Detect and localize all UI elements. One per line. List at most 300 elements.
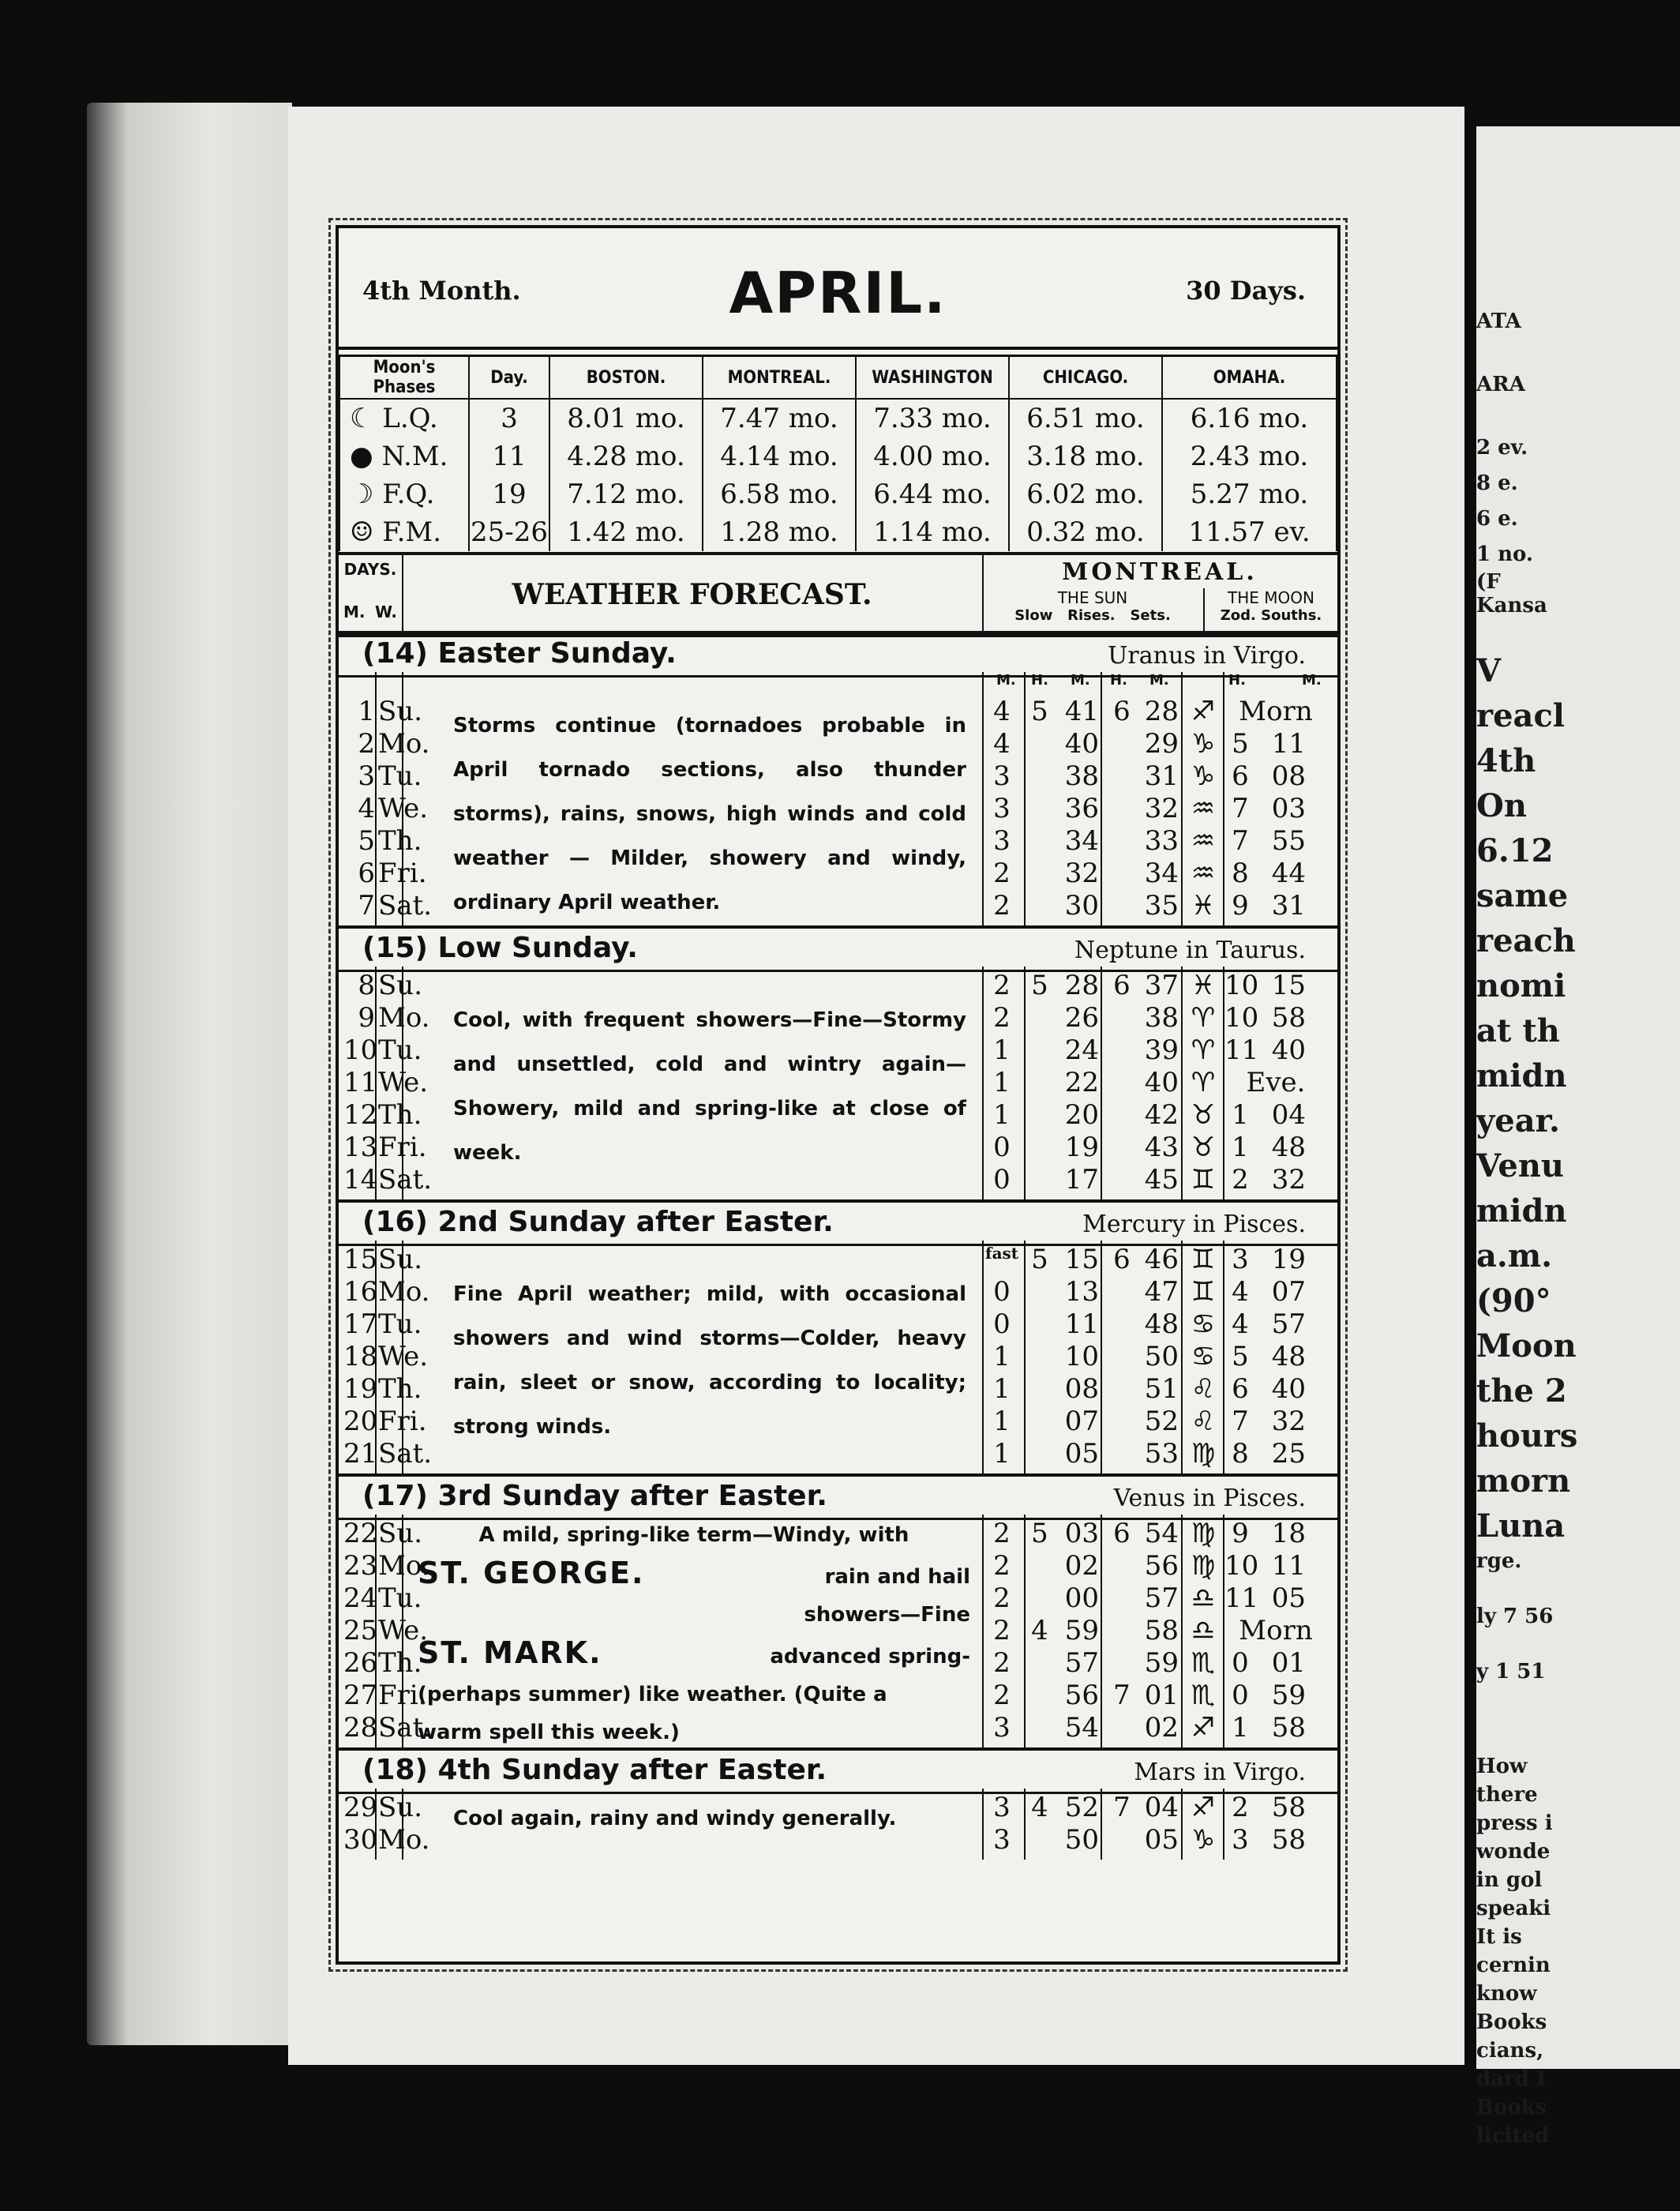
zodiac-sign: ♍	[1191, 1438, 1216, 1470]
month-days: 30 Days.	[1186, 276, 1306, 306]
sunrise-minute: 22	[1064, 1067, 1099, 1098]
phase-row	[339, 513, 1337, 551]
sunrise-hour: 5	[1031, 696, 1048, 727]
sunrise-minute: 07	[1064, 1406, 1099, 1437]
moon-phase-icon: ☾	[350, 403, 374, 434]
sunset-minute: 02	[1144, 1712, 1179, 1744]
sun-slow: 2	[993, 1680, 1011, 1711]
sun-slow: 1	[993, 1099, 1011, 1131]
moon-souths-hour: 7	[1232, 793, 1249, 824]
month-day: 16	[343, 1276, 378, 1308]
moon-souths-minute: 58	[1271, 1712, 1306, 1744]
right-page-text: How	[1476, 1755, 1528, 1778]
sunrise-minute: 40	[1064, 728, 1099, 760]
sunrise-minute: 02	[1064, 1550, 1099, 1582]
sunrise-minute: 15	[1064, 1244, 1099, 1275]
phase-name	[339, 437, 469, 475]
month-day: 20	[343, 1406, 378, 1437]
sunset-minute: 52	[1144, 1406, 1179, 1437]
sunset-hour: 6	[1113, 696, 1131, 727]
zodiac-sign: ♋	[1191, 1341, 1216, 1372]
moon-souths-hour: 3	[1232, 1244, 1249, 1275]
phase-time: 2.43 mo.	[1162, 437, 1337, 475]
unit-label: M.	[1071, 672, 1090, 689]
moon-souths-hour: 5	[1232, 1341, 1249, 1372]
moon-souths-minute: 55	[1271, 825, 1306, 857]
week-day: Mo.	[378, 1550, 430, 1582]
sunrise-minute: 17	[1064, 1164, 1099, 1196]
zodiac-sign: ♒	[1191, 793, 1216, 824]
zodiac-sign: ♉	[1191, 1099, 1216, 1131]
moon-souths: Morn	[1239, 696, 1313, 727]
sun-slow: 0	[993, 1132, 1011, 1163]
week-day: Mo.	[378, 1276, 430, 1308]
moon-souths-minute: 15	[1271, 970, 1306, 1001]
zodiac-sign: ♓	[1191, 970, 1216, 1001]
week-day: We.	[378, 1341, 429, 1372]
month-title: APRIL.	[729, 260, 947, 326]
moon-souths-minute: 18	[1271, 1518, 1306, 1549]
right-page-text: know	[1476, 1982, 1537, 2006]
zodiac-sign: ♊	[1191, 1276, 1216, 1308]
moon-souths-hour: 0	[1232, 1680, 1249, 1711]
sunset-minute: 51	[1144, 1373, 1179, 1405]
moon-souths-hour: 7	[1232, 1406, 1249, 1437]
right-page-text: (90°	[1476, 1282, 1551, 1319]
phase-time: 11.57 ev.	[1162, 513, 1337, 551]
moon-souths-minute: 11	[1271, 728, 1306, 760]
sunset-minute: 40	[1144, 1067, 1179, 1098]
sun-slow: 2	[993, 890, 1011, 922]
right-page-text: midn	[1476, 1192, 1567, 1229]
moon-souths-hour: 2	[1232, 1792, 1249, 1823]
zodiac-sign: ♐	[1191, 696, 1216, 727]
right-page-text: 6 e.	[1476, 507, 1518, 531]
zodiac-sign: ♈	[1191, 1067, 1216, 1098]
sunrise-minute: 38	[1064, 760, 1099, 792]
month-day: 3	[358, 760, 375, 792]
week-day: Fri.	[378, 1132, 427, 1163]
sun-slow: fast	[984, 1244, 1019, 1263]
sunset-minute: 59	[1144, 1647, 1179, 1679]
planet-note: Neptune in Taurus.	[1074, 937, 1306, 964]
moon-souths: Morn	[1239, 1615, 1313, 1646]
sun-slow: 2	[993, 1550, 1011, 1582]
moon-souths-minute: 31	[1271, 890, 1306, 922]
sun-slow: 2	[993, 1647, 1011, 1679]
planet-note: Mars in Virgo.	[1134, 1759, 1306, 1786]
montreal-column-header	[982, 555, 1337, 634]
saint-day: ST. MARK.	[418, 1635, 602, 1670]
sunrise-minute: 19	[1064, 1132, 1099, 1163]
almanac-frame	[336, 225, 1341, 1965]
right-page-text: ATA	[1476, 310, 1521, 333]
moon-label: THE MOON	[1228, 588, 1314, 607]
sun-slow: 1	[993, 1438, 1011, 1470]
week-header	[339, 1747, 1337, 1794]
phase-time: 0.32 mo.	[1009, 513, 1162, 551]
book-page-edges	[87, 103, 292, 2045]
month-day: 22	[343, 1518, 378, 1549]
right-page-text: rge.	[1476, 1549, 1522, 1573]
zodiac-sign: ♑	[1191, 728, 1216, 760]
moon-souths-hour: 2	[1232, 1164, 1249, 1196]
week-block	[339, 1515, 1337, 1747]
phase-row	[339, 437, 1337, 475]
right-page-text: same	[1476, 877, 1569, 914]
right-page-text: 4th	[1476, 742, 1536, 779]
right-page-text: dard I	[1476, 2067, 1547, 2091]
week-day: Sat.	[378, 890, 433, 922]
zodiac-sign: ♑	[1191, 1824, 1216, 1856]
phase-time: 4.14 mo.	[703, 437, 856, 475]
month-day-label: M.	[343, 602, 366, 621]
week-block	[339, 1241, 1337, 1473]
moon-souths-hour: 4	[1232, 1276, 1249, 1308]
zodiac-sign: ♌	[1191, 1406, 1216, 1437]
forecast-text: Fine April weather; mild, with occasional showers and wind storms—Colder, heavy rain, sleet or snow, according to locality; strong winds.	[453, 1282, 966, 1439]
week-day: Mo.	[378, 1002, 430, 1034]
week-block	[339, 967, 1337, 1199]
right-page	[1476, 126, 1680, 2148]
phase-time: 4.28 mo.	[549, 437, 703, 475]
moon-souths-minute: 03	[1271, 793, 1306, 824]
sunset-minute: 31	[1144, 760, 1179, 792]
right-page-text: Moon	[1476, 1327, 1577, 1365]
sunrise-minute: 11	[1064, 1308, 1099, 1340]
sunrise-minute: 20	[1064, 1099, 1099, 1131]
moon-souths-hour: 8	[1232, 1438, 1249, 1470]
days-label: DAYS.	[343, 560, 397, 579]
sunset-minute: 33	[1144, 825, 1179, 857]
month-day: 30	[343, 1824, 378, 1856]
phase-label: F.M.	[382, 516, 442, 548]
moon-souths-hour: 1	[1232, 1099, 1249, 1131]
phase-label: F.Q.	[382, 479, 435, 510]
moon-souths-minute: 58	[1271, 1824, 1306, 1856]
moon-phase-icon: ●	[350, 441, 373, 472]
zodiac-sign: ♊	[1191, 1164, 1216, 1196]
sunset-minute: 56	[1144, 1550, 1179, 1582]
week-day: Tu.	[378, 1034, 422, 1066]
right-page-text: speaki	[1476, 1897, 1551, 1920]
planet-note: Uranus in Virgo.	[1108, 642, 1306, 670]
month-day: 26	[343, 1647, 378, 1679]
week-day: Fri.	[378, 1406, 427, 1437]
zodiac-sign: ♐	[1191, 1792, 1216, 1823]
right-page-text: there	[1476, 1783, 1538, 1807]
phase-label: L.Q.	[382, 403, 438, 434]
week-day: Th.	[378, 1373, 422, 1405]
right-page-text: (F	[1476, 570, 1501, 594]
moon-souths-minute: 11	[1271, 1550, 1306, 1582]
sunrise-minute: 30	[1064, 890, 1099, 922]
sun-slow: 4	[993, 696, 1011, 727]
zodiac-sign: ♒	[1191, 825, 1216, 857]
month-day: 8	[358, 970, 375, 1001]
moon-souths-minute: 58	[1271, 1002, 1306, 1034]
phase-time: 5.27 mo.	[1162, 475, 1337, 513]
sunset-minute: 57	[1144, 1582, 1179, 1614]
moon-souths-hour: 1	[1232, 1712, 1249, 1744]
sunset-minute: 58	[1144, 1615, 1179, 1646]
right-page-text: ARA	[1476, 373, 1525, 396]
sun-slow: 1	[993, 1034, 1011, 1066]
zodiac-sign: ♏	[1191, 1680, 1216, 1711]
week-day: Mo.	[378, 728, 430, 760]
right-page-text: reacl	[1476, 697, 1565, 734]
moon-souths: Eve.	[1246, 1067, 1306, 1098]
moon-souths-hour: 4	[1232, 1308, 1249, 1340]
phase-time: 6.44 mo.	[856, 475, 1009, 513]
month-day: 23	[343, 1550, 378, 1582]
month-day: 24	[343, 1582, 378, 1614]
zodiac-sign: ♉	[1191, 1132, 1216, 1163]
month-day: 7	[358, 890, 375, 922]
right-page-text: cians,	[1476, 2039, 1544, 2063]
sunrise-minute: 05	[1064, 1438, 1099, 1470]
phase-time: 6.02 mo.	[1009, 475, 1162, 513]
right-page-text: Books	[1476, 2096, 1547, 2119]
rises-label: Rises.	[1067, 607, 1116, 624]
month-day: 5	[358, 825, 375, 857]
week-day: We.	[378, 1067, 429, 1098]
phase-time: 6.16 mo.	[1162, 399, 1337, 437]
month-header	[339, 228, 1337, 350]
right-page-text: morn	[1476, 1462, 1571, 1500]
sunset-hour: 7	[1113, 1680, 1131, 1711]
chicago-header: CHICAGO.	[1009, 356, 1162, 400]
week-day: Fri.	[378, 858, 427, 889]
forecast-text: Cool again, rainy and windy generally.	[453, 1807, 897, 1830]
week-day: Sat.	[378, 1438, 433, 1470]
moon-souths-minute: 32	[1271, 1164, 1306, 1196]
moon-phases-table	[339, 355, 1337, 551]
phase-day: 19	[469, 475, 549, 513]
day-row	[339, 1244, 1337, 1276]
week-day: Tu.	[378, 1308, 422, 1340]
moon-souths-minute: 04	[1271, 1099, 1306, 1131]
month-day: 2	[358, 728, 375, 760]
right-page-text: 1 no.	[1476, 542, 1533, 566]
month-day: 21	[343, 1438, 378, 1470]
forecast-line: A mild, spring-like term—Windy, with	[478, 1523, 909, 1547]
sunset-minute: 28	[1144, 696, 1179, 727]
boston-header: BOSTON.	[549, 356, 703, 400]
month-day: 28	[343, 1712, 378, 1744]
omaha-header: OMAHA.	[1162, 356, 1337, 400]
right-page-text: midn	[1476, 1057, 1567, 1094]
right-page-text: wonde	[1476, 1840, 1551, 1864]
phase-day: 25-26	[469, 513, 549, 551]
moon-souths-minute: 58	[1271, 1792, 1306, 1823]
sunrise-minute: 50	[1064, 1824, 1099, 1856]
month-number: 4th Month.	[362, 276, 521, 306]
week-day: Th.	[378, 1099, 422, 1131]
week-block	[339, 1789, 1337, 1860]
month-day: 9	[358, 1002, 375, 1034]
sun-slow: 3	[993, 793, 1011, 824]
sun-slow: 1	[993, 1406, 1011, 1437]
week-day: Su.	[378, 696, 422, 727]
phase-time: 6.58 mo.	[703, 475, 856, 513]
sunrise-hour: 5	[1031, 1244, 1048, 1275]
phase-time: 7.33 mo.	[856, 399, 1009, 437]
right-page-text: Books	[1476, 2010, 1547, 2034]
column-headers	[339, 552, 1337, 637]
sunset-minute: 37	[1144, 970, 1179, 1001]
sunset-minute: 47	[1144, 1276, 1179, 1308]
sun-slow: 2	[993, 970, 1011, 1001]
right-page-text: 8 e.	[1476, 471, 1518, 495]
sunrise-hour: 5	[1031, 970, 1048, 1001]
moon-souths-minute: 40	[1271, 1034, 1306, 1066]
sunrise-minute: 10	[1064, 1341, 1099, 1372]
week-day: Fri.	[378, 1680, 427, 1711]
planet-note: Venus in Pisces.	[1113, 1485, 1306, 1512]
week-day: We.	[378, 1615, 429, 1646]
month-day: 18	[343, 1341, 378, 1372]
phase-time: 7.47 mo.	[703, 399, 856, 437]
zodiac-sign: ♑	[1191, 760, 1216, 792]
month-day: 19	[343, 1373, 378, 1405]
right-page-text: the 2	[1476, 1372, 1567, 1410]
sunrise-minute: 13	[1064, 1276, 1099, 1308]
sunset-minute: 29	[1144, 728, 1179, 760]
unit-label: H.	[1228, 672, 1246, 689]
zodiac-sign: ♎	[1191, 1582, 1216, 1614]
sunset-minute: 35	[1144, 890, 1179, 922]
unit-label: M.	[1302, 672, 1322, 689]
sunrise-minute: 26	[1064, 1002, 1099, 1034]
sunset-hour: 7	[1113, 1792, 1131, 1823]
week-day: Sat.	[378, 1164, 433, 1196]
moon-souths-hour: 3	[1232, 1824, 1249, 1856]
sun-slow: 3	[993, 825, 1011, 857]
moon-souths-minute: 40	[1271, 1373, 1306, 1405]
week-day: Th.	[378, 825, 422, 857]
week-day: Su.	[378, 1518, 422, 1549]
sets-label: Sets.	[1130, 607, 1171, 624]
montreal-label: MONTREAL.	[1062, 558, 1258, 586]
month-day: 25	[343, 1615, 378, 1646]
moon-souths-hour: 10	[1224, 970, 1259, 1001]
phase-row	[339, 399, 1337, 437]
moon-souths-hour: 10	[1224, 1550, 1259, 1582]
right-page-text: cernin	[1476, 1954, 1551, 1977]
souths-label: Souths.	[1261, 607, 1322, 624]
right-page-text: It is	[1476, 1925, 1522, 1949]
moon-souths-hour: 9	[1232, 890, 1249, 922]
phase-time: 1.42 mo.	[549, 513, 703, 551]
week-title: (15) Low Sunday.	[362, 932, 638, 964]
zodiac-sign: ♏	[1191, 1647, 1216, 1679]
moon-souths-hour: 11	[1224, 1034, 1259, 1066]
sunset-minute: 53	[1144, 1438, 1179, 1470]
phase-name	[339, 475, 469, 513]
week-title: (14) Easter Sunday.	[362, 637, 677, 670]
sunset-hour: 6	[1113, 1244, 1131, 1275]
forecast-line: (perhaps summer) like weather. (Quite a	[418, 1683, 887, 1706]
moon-souths-hour: 8	[1232, 858, 1249, 889]
sunrise-minute: 03	[1064, 1518, 1099, 1549]
sunrise-minute: 28	[1064, 970, 1099, 1001]
forecast-header: WEATHER FORECAST.	[402, 555, 984, 634]
sunrise-minute: 59	[1064, 1615, 1099, 1646]
right-page-text: in gol	[1476, 1868, 1543, 1892]
week-day: Su.	[378, 1792, 422, 1823]
moon-souths-hour: 6	[1232, 760, 1249, 792]
right-page-text: licited	[1476, 2124, 1550, 2148]
week-day: We.	[378, 793, 429, 824]
sunset-minute: 38	[1144, 1002, 1179, 1034]
sunrise-minute: 34	[1064, 825, 1099, 857]
montreal-header: MONTREAL.	[703, 356, 856, 400]
right-page-text: V	[1476, 652, 1502, 689]
forecast-text	[418, 1516, 970, 1751]
right-page-text: Kansa	[1476, 594, 1547, 618]
phase-time: 8.01 mo.	[549, 399, 703, 437]
right-page-text: reach	[1476, 922, 1576, 959]
zodiac-sign: ♈	[1191, 1034, 1216, 1066]
forecast-line: showers—Fine	[804, 1603, 970, 1627]
right-page-text: hours	[1476, 1417, 1578, 1455]
zodiac-sign: ♈	[1191, 1002, 1216, 1034]
day-row	[339, 970, 1337, 1002]
week-day: Su.	[378, 970, 422, 1001]
sun-slow: 3	[993, 1712, 1011, 1744]
week-day: Tu.	[378, 1582, 422, 1614]
week-header	[339, 1473, 1337, 1520]
sun-slow: 2	[993, 858, 1011, 889]
moon-souths-minute: 44	[1271, 858, 1306, 889]
sun-slow: 1	[993, 1341, 1011, 1372]
sun-slow: 3	[993, 1824, 1011, 1856]
forecast-line: advanced spring-	[770, 1645, 970, 1669]
sunset-minute: 01	[1144, 1680, 1179, 1711]
sunset-minute: 04	[1144, 1792, 1179, 1823]
moon-souths-minute: 08	[1271, 760, 1306, 792]
moon-souths-minute: 48	[1271, 1341, 1306, 1372]
moon-souths-minute: 01	[1271, 1647, 1306, 1679]
sunrise-minute: 54	[1064, 1712, 1099, 1744]
sunrise-minute: 00	[1064, 1582, 1099, 1614]
sun-slow: 2	[993, 1615, 1011, 1646]
zodiac-sign: ♎	[1191, 1615, 1216, 1646]
unit-label: H.	[1110, 672, 1127, 689]
sunrise-hour: 5	[1031, 1518, 1048, 1549]
month-day: 10	[343, 1034, 378, 1066]
phase-time: 7.12 mo.	[549, 475, 703, 513]
moon-phase-icon: ☺	[350, 516, 374, 548]
sunset-minute: 43	[1144, 1132, 1179, 1163]
moon-souths-minute: 05	[1271, 1582, 1306, 1614]
forecast-line: rain and hail	[824, 1565, 970, 1589]
month-day: 11	[343, 1067, 378, 1098]
moon-souths-minute: 32	[1271, 1406, 1306, 1437]
right-page-text: nomi	[1476, 967, 1566, 1004]
right-page-text: y 1 51	[1476, 1660, 1546, 1684]
sunset-minute: 46	[1144, 1244, 1179, 1275]
month-day: 29	[343, 1792, 378, 1823]
zodiac-sign: ♍	[1191, 1518, 1216, 1549]
moon-souths-hour: 9	[1232, 1518, 1249, 1549]
sun-slow: 1	[993, 1067, 1011, 1098]
right-page-text: 6.12	[1476, 832, 1554, 869]
right-page-text: year.	[1476, 1102, 1560, 1139]
sunset-minute: 05	[1144, 1824, 1179, 1856]
zodiac-sign: ♍	[1191, 1550, 1216, 1582]
